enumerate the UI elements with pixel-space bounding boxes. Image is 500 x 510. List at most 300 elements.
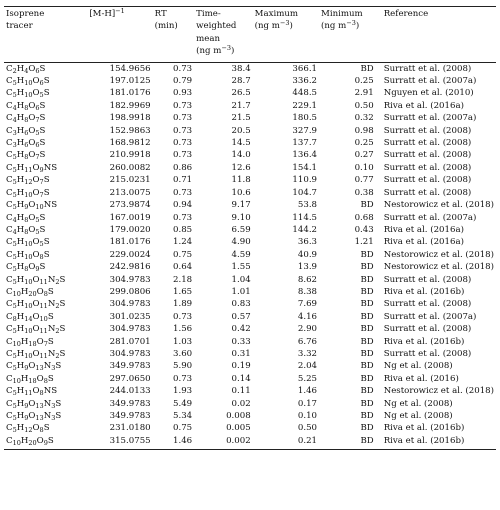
formula-element: C [6, 224, 13, 235]
formula-element: S [47, 435, 54, 446]
cell-time-weighted-mean: 0.31 [231, 348, 251, 359]
formula-element: H [16, 113, 25, 124]
formula-subscript: 5 [12, 178, 17, 187]
formula-subscript: 4 [12, 215, 17, 224]
formula-element: O [32, 76, 40, 87]
header-twm-line1: Time- [196, 9, 221, 19]
cell-maximum: 2.04 [297, 361, 318, 372]
formula-element: S [55, 361, 62, 372]
cell-rt: 5.34 [173, 411, 193, 421]
cell-mass: 231.0180 [109, 423, 151, 434]
formula-element: S [47, 311, 54, 322]
header-maximum [253, 7, 319, 63]
table-row [4, 422, 496, 434]
cell-tracer-formula [4, 236, 87, 248]
cell-reference: Surratt et al. (2007a) [383, 311, 477, 322]
formula-subscript: 14 [24, 314, 33, 323]
cell-mass: 197.0125 [109, 76, 151, 87]
table-header [4, 7, 496, 63]
cell-reference: Riva et al. (2016b) [383, 286, 465, 297]
formula-subscript: 5 [12, 351, 17, 360]
table-body [4, 62, 496, 450]
header-max-unit: (ng m [254, 21, 280, 32]
formula-element: S [59, 274, 66, 285]
formula-subscript: 10 [24, 302, 33, 311]
cell-minimum: 0.27 [354, 150, 374, 161]
formula-subscript: 8 [43, 289, 48, 298]
formula-subscript: 5 [12, 414, 17, 422]
cell-tracer-formula [4, 298, 87, 310]
cell-tracer-formula [4, 125, 87, 137]
formula-element: H [16, 212, 25, 223]
cell-rt: 0.64 [173, 262, 193, 273]
cell-mass: 168.9812 [109, 138, 151, 149]
cell-time-weighted-mean: 21.7 [231, 100, 251, 111]
cell-rt: 0.75 [173, 249, 193, 260]
cell-reference: Riva et al. (2016a) [383, 224, 464, 235]
cell-rt: 0.73 [173, 373, 193, 384]
cell-rt: 0.73 [173, 125, 193, 136]
cell-minimum: BD [360, 348, 374, 359]
formula-subscript: 5 [12, 277, 17, 286]
formula-element: S [47, 373, 54, 384]
cell-maximum: 1.46 [297, 386, 318, 397]
cell-rt: 1.24 [173, 237, 193, 248]
cell-mass: 301.0235 [109, 311, 151, 322]
formula-element: C [6, 113, 13, 124]
formula-element: O [32, 311, 40, 322]
cell-maximum: 154.1 [292, 162, 318, 173]
formula-element: H [20, 373, 29, 384]
cell-rt: 1.89 [173, 299, 193, 310]
table-row [4, 348, 496, 360]
cell-reference: Surratt et al. (2008) [383, 150, 472, 161]
formula-element: H [16, 237, 25, 248]
cell-mass: 152.9863 [109, 125, 151, 136]
formula-element: C [6, 361, 13, 372]
cell-rt: 1.03 [173, 336, 193, 347]
formula-element: S [39, 113, 46, 124]
formula-element: H [16, 138, 25, 149]
cell-maximum: 7.69 [297, 299, 318, 310]
cell-minimum: 0.32 [354, 113, 374, 124]
cell-reference: Surratt et al. (2008) [383, 63, 472, 74]
formula-element: S [47, 286, 54, 297]
cell-time-weighted-mean: 0.008 [226, 411, 251, 421]
cell-rt: 0.73 [173, 212, 193, 223]
formula-subscript: 5 [35, 215, 40, 224]
cell-reference: Ng et al. (2008) [383, 411, 453, 421]
cell-mass: 154.9656 [109, 63, 151, 74]
formula-element: O [36, 336, 44, 347]
cell-maximum: 0.17 [297, 398, 318, 409]
cell-mass: 304.9783 [109, 299, 151, 310]
formula-subscript: 11 [39, 302, 48, 311]
cell-minimum: BD [360, 262, 374, 273]
formula-element: S [39, 150, 46, 161]
formula-subscript: 7 [43, 339, 48, 348]
formula-element: C [6, 138, 13, 149]
cell-mass: 304.9783 [109, 274, 151, 285]
formula-element: H [16, 187, 25, 198]
header-rt-line2: (min) [154, 21, 178, 32]
formula-element: C [6, 125, 13, 136]
formula-subscript: 9 [35, 265, 40, 274]
cell-tracer-formula [4, 75, 87, 87]
cell-rt: 5.49 [173, 398, 193, 409]
formula-element: H [16, 411, 25, 421]
table-row [4, 274, 496, 286]
formula-subscript: 10 [24, 91, 33, 100]
formula-element: N [43, 361, 52, 372]
cell-maximum: 4.16 [297, 311, 318, 322]
formula-element: S [39, 212, 46, 223]
formula-element: S [43, 237, 50, 248]
formula-element: C [6, 423, 13, 434]
cell-tracer-formula [4, 422, 87, 434]
formula-subscript: 8 [24, 265, 29, 274]
formula-element: C [6, 299, 13, 310]
formula-element: O [32, 324, 40, 335]
formula-subscript: 5 [12, 153, 17, 162]
formula-subscript: 4 [12, 103, 17, 112]
cell-maximum: 114.5 [292, 212, 318, 223]
cell-reference: Surratt et al. (2007a) [383, 76, 477, 87]
cell-reference: Nestorowicz et al. (2018) [383, 386, 494, 397]
header-tracer-line2: tracer [6, 21, 33, 32]
formula-element: C [6, 274, 13, 285]
cell-maximum: 53.8 [297, 200, 318, 211]
cell-reference: Nestorowicz et al. (2018) [383, 262, 494, 273]
cell-reference: Nestorowicz et al. (2018) [383, 249, 494, 260]
cell-time-weighted-mean: 0.57 [231, 311, 251, 322]
formula-element: N [47, 324, 56, 335]
formula-subscript: 5 [12, 203, 17, 212]
formula-subscript: 13 [35, 414, 44, 422]
cell-maximum: 3.32 [297, 348, 318, 359]
formula-element: C [6, 237, 13, 248]
formula-subscript: 20 [28, 289, 37, 298]
cell-minimum: BD [319, 435, 376, 450]
formula-subscript: 9 [24, 414, 29, 422]
cell-time-weighted-mean: 21.5 [231, 113, 251, 124]
formula-element: S [43, 423, 50, 434]
formula-element: O [32, 299, 40, 310]
cell-tracer-formula [4, 385, 87, 397]
cell-rt: 1.65 [173, 286, 193, 297]
cell-reference: Surratt et al. (2008) [383, 162, 472, 173]
table-row [4, 398, 496, 410]
formula-subscript: 18 [28, 339, 37, 348]
header-min-unit-close: ) [355, 21, 360, 32]
header-twm-unit-close: ) [231, 46, 235, 57]
formula-element: S [43, 88, 50, 99]
cell-reference: Surratt et al. (2008) [383, 138, 472, 149]
cell-reference: Surratt et al. (2007a) [383, 113, 477, 124]
cell-maximum: 144.2 [292, 224, 318, 235]
formula-element: C [6, 411, 13, 421]
formula-element: H [16, 274, 25, 285]
formula-element: C [6, 150, 13, 161]
cell-mass: 304.9783 [109, 324, 151, 335]
table-row [4, 149, 496, 161]
cell-reference: Nestorowicz et al. (2018) [383, 200, 494, 211]
formula-subscript: 4 [24, 66, 29, 75]
cell-reference: Riva et al. (2016a) [383, 237, 464, 248]
cell-rt: 0.71 [173, 175, 193, 186]
header-rt [153, 7, 195, 63]
formula-element: H [16, 249, 25, 260]
cell-minimum: BD [360, 361, 374, 372]
formula-element: H [16, 88, 25, 99]
formula-element: C [6, 348, 13, 359]
formula-element: H [20, 336, 29, 347]
formula-element: C [6, 76, 13, 87]
formula-element: S [59, 348, 66, 359]
cell-mass: 297.0650 [109, 373, 151, 384]
cell-minimum: 0.50 [354, 100, 374, 111]
formula-subscript: 5 [12, 165, 17, 174]
cell-maximum: 110.9 [292, 175, 318, 186]
formula-element: S [39, 262, 46, 273]
cell-minimum: 0.25 [354, 138, 374, 149]
formula-element: O [28, 138, 36, 149]
formula-subscript: 4 [12, 116, 17, 125]
formula-element: H [16, 324, 25, 335]
header-twm-unit: (ng m [196, 46, 222, 57]
cell-time-weighted-mean: 10.6 [231, 187, 251, 198]
formula-element: O [28, 398, 36, 409]
cell-mass: 304.9783 [109, 348, 151, 359]
header-twm-unit-sup: −3 [221, 44, 232, 53]
table-row [4, 199, 496, 211]
formula-subscript: 5 [39, 91, 44, 100]
cell-time-weighted-mean: 0.42 [231, 324, 251, 335]
cell-rt: 1.93 [173, 386, 193, 397]
isoprene-tracer-table [4, 6, 496, 450]
formula-element: O [32, 88, 40, 99]
formula-subscript: 5 [12, 302, 17, 311]
cell-mass: 213.0075 [109, 187, 151, 198]
formula-element: H [16, 76, 25, 87]
cell-rt: 0.85 [173, 224, 193, 235]
header-min-line1: Minimum [321, 9, 363, 19]
cell-tracer-formula [4, 224, 87, 236]
formula-subscript: 10 [24, 240, 33, 249]
formula-subscript: 11 [24, 165, 33, 174]
cell-minimum: BD [360, 411, 374, 421]
formula-subscript: 10 [24, 252, 33, 261]
cell-time-weighted-mean: 4.59 [231, 249, 251, 260]
cell-minimum: 1.21 [354, 237, 374, 248]
formula-subscript: 5 [12, 364, 17, 373]
cell-time-weighted-mean: 12.6 [231, 162, 251, 173]
cell-tracer-formula [4, 62, 87, 75]
cell-mass: 281.0701 [109, 336, 151, 347]
formula-element: C [6, 311, 13, 322]
formula-element: O [28, 224, 36, 235]
cell-maximum: 229.1 [292, 100, 318, 111]
table-row [4, 87, 496, 99]
formula-subscript: 5 [12, 389, 17, 398]
table-row [4, 385, 496, 397]
cell-tracer-formula [4, 261, 87, 273]
cell-time-weighted-mean: 0.002 [194, 435, 253, 450]
formula-element: S [59, 299, 66, 310]
cell-tracer-formula [4, 336, 87, 348]
cell-mass: 229.0024 [109, 249, 151, 260]
table-row [4, 286, 496, 298]
formula-subscript: 10 [39, 314, 48, 323]
table-row [4, 174, 496, 186]
formula-element: S [43, 249, 50, 260]
cell-reference: Surratt et al. (2008) [383, 175, 472, 186]
cell-reference: Nguyen et al. (2010) [383, 88, 474, 99]
formula-element: S [39, 63, 46, 74]
cell-rt: 0.75 [173, 423, 193, 434]
cell-maximum: 5.25 [297, 373, 318, 384]
formula-subscript: 9 [24, 364, 29, 373]
cell-minimum: 0.10 [354, 162, 374, 173]
formula-element: S [39, 138, 46, 149]
cell-mass: 349.9783 [109, 361, 151, 372]
table-row [4, 125, 496, 137]
formula-element: H [16, 423, 25, 434]
formula-element: S [39, 100, 46, 111]
formula-element: O [28, 150, 36, 161]
header-min-unit-sup: −3 [346, 19, 356, 28]
cell-time-weighted-mean: 20.5 [231, 125, 251, 136]
formula-subscript: 5 [39, 240, 44, 249]
cell-maximum: 0.21 [253, 435, 319, 450]
formula-element: O [28, 113, 36, 124]
cell-reference: Ng et al. (2008) [383, 361, 453, 372]
cell-maximum: 336.2 [292, 76, 318, 87]
cell-maximum: 36.3 [297, 237, 318, 248]
formula-subscript: 12 [24, 178, 33, 187]
formula-element: S [59, 324, 66, 335]
formula-element: H [16, 262, 25, 273]
cell-minimum: BD [360, 63, 374, 74]
table-row [4, 187, 496, 199]
formula-subscript: 3 [12, 128, 17, 137]
cell-time-weighted-mean: 0.02 [231, 398, 251, 409]
formula-element: O [28, 100, 36, 111]
formula-subscript: 2 [12, 66, 17, 75]
cell-reference: Surratt et al. (2007a) [383, 212, 477, 223]
formula-element: O [32, 175, 40, 186]
header-twm-line2: weighted [196, 21, 237, 32]
cell-rt: 2.18 [173, 274, 193, 285]
formula-subscript: 8 [12, 314, 17, 323]
formula-subscript: 6 [35, 141, 40, 150]
header-tracer-line1: Isoprene [6, 9, 45, 19]
table-row [4, 249, 496, 261]
table-row [4, 298, 496, 310]
formula-element: C [6, 262, 13, 273]
formula-element: O [36, 286, 44, 297]
cell-rt: 0.93 [173, 88, 193, 99]
cell-time-weighted-mean: 38.4 [231, 63, 251, 74]
formula-element: H [16, 200, 25, 211]
cell-tracer-formula [4, 212, 87, 224]
cell-mass: 198.9918 [109, 113, 151, 124]
formula-subscript: 7 [39, 178, 44, 187]
table-row [4, 62, 496, 75]
cell-tracer-formula [4, 199, 87, 211]
cell-mass: 181.0176 [109, 88, 151, 99]
formula-element: O [36, 435, 44, 446]
formula-element: C [6, 175, 13, 186]
cell-mass: 242.9816 [109, 262, 151, 273]
cell-mass: 181.0176 [109, 237, 151, 248]
header-reference: Reference [376, 7, 496, 63]
formula-subscript: 11 [39, 277, 48, 286]
formula-element: H [16, 348, 25, 359]
formula-subscript: 12 [24, 426, 33, 435]
cell-reference: Surratt et al. (2008) [383, 299, 472, 310]
cell-time-weighted-mean: 1.55 [231, 262, 251, 273]
formula-element: H [16, 125, 25, 136]
cell-reference: Surratt et al. (2008) [383, 187, 472, 198]
formula-subscript: 5 [12, 240, 17, 249]
formula-element: S [39, 125, 46, 136]
cell-reference: Surratt et al. (2008) [383, 274, 472, 285]
cell-reference: Riva et al. (2016) [383, 373, 459, 384]
cell-minimum: 0.98 [354, 125, 374, 136]
cell-reference: Ng et al. (2008) [383, 398, 453, 409]
formula-subscript: 2 [55, 277, 60, 286]
formula-element: O [28, 200, 36, 211]
formula-subscript: 13 [35, 364, 44, 373]
formula-element: C [6, 286, 13, 297]
cell-rt: 0.73 [173, 311, 193, 322]
formula-element: O [32, 423, 40, 434]
table-row [4, 100, 496, 112]
cell-rt: 0.73 [173, 63, 193, 74]
table-row [4, 336, 496, 348]
cell-tracer-formula [4, 149, 87, 161]
formula-element: C [6, 435, 13, 446]
formula-element: C [6, 373, 13, 384]
formula-subscript: 8 [39, 389, 44, 398]
formula-element: S [43, 187, 50, 198]
cell-maximum: 6.76 [297, 336, 318, 347]
cell-time-weighted-mean: 26.5 [231, 88, 251, 99]
cell-minimum: BD [360, 398, 374, 409]
formula-element: N [47, 274, 56, 285]
cell-maximum: 448.5 [292, 88, 318, 99]
formula-subscript: 3 [51, 401, 56, 410]
cell-tracer-formula [4, 398, 87, 410]
cell-time-weighted-mean: 28.7 [231, 76, 251, 87]
cell-mass: 215.0231 [109, 175, 151, 186]
formula-element: N [43, 398, 52, 409]
cell-rt: 0.73 [173, 150, 193, 161]
cell-minimum: 0.38 [354, 187, 374, 198]
cell-reference: Surratt et al. (2008) [383, 324, 472, 335]
formula-subscript: 8 [39, 426, 44, 435]
formula-subscript: 7 [39, 190, 44, 199]
table-row [4, 323, 496, 335]
cell-time-weighted-mean: 14.5 [231, 138, 251, 149]
cell-minimum: 0.77 [354, 175, 374, 186]
table-row [4, 311, 496, 323]
table-row [4, 360, 496, 372]
formula-element: H [16, 100, 25, 111]
header-rt-line1: RT [154, 9, 167, 19]
formula-subscript: 10 [24, 327, 33, 336]
